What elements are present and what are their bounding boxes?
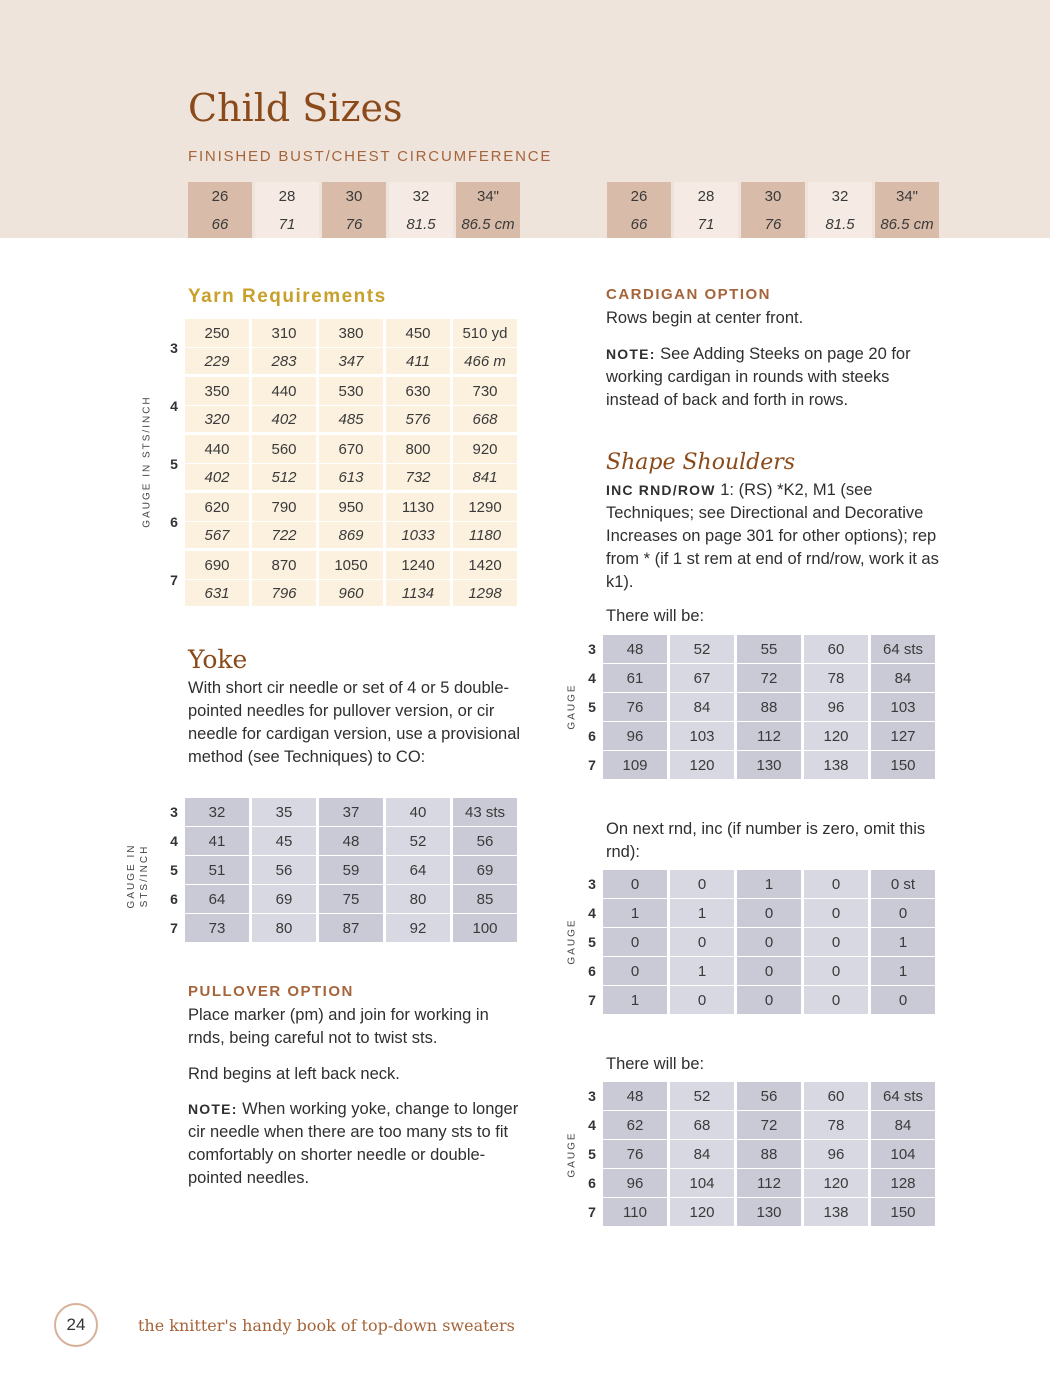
final-stitch-count-table	[581, 1081, 938, 1227]
gauge-label: 6	[170, 891, 178, 907]
pullover-option-heading: PULLOVER OPTION	[188, 983, 354, 1000]
shape-shoulders-heading: Shape Shoulders	[606, 450, 796, 475]
gauge-label: 3	[170, 804, 178, 820]
table-cell: 128	[871, 1169, 935, 1197]
yarn-gauge-axis-label: GAUGE IN STS/INCH	[141, 395, 153, 528]
size-cell: 86.5 cm	[875, 210, 939, 238]
table-cell: 80	[252, 914, 316, 942]
yoke-cast-on-table	[163, 797, 520, 943]
table-cell: 1180	[453, 522, 517, 550]
table-cell: 69	[453, 856, 517, 884]
table-cell: 45	[252, 827, 316, 855]
table-cell: 1	[670, 899, 734, 927]
table-row	[584, 1111, 935, 1139]
pullover-note: NOTE: When working yoke, change to longer cir needle when there are too many sts to fit comfortably on shorter needle or double-pointed needles.	[188, 1100, 519, 1187]
table-cell: 690	[185, 551, 249, 579]
table-cell: 84	[670, 1140, 734, 1168]
gauge-label: 6	[588, 963, 596, 979]
size-cell: 28	[674, 182, 738, 210]
table-cell: 52	[386, 827, 450, 855]
table-cell: 130	[737, 1198, 801, 1226]
table-row	[584, 1140, 935, 1168]
table-cell: 112	[737, 1169, 801, 1197]
table-row	[166, 319, 517, 347]
table-cell: 104	[871, 1140, 935, 1168]
table-row	[584, 693, 935, 721]
size-cell: 66	[607, 210, 671, 238]
table-cell: 100	[453, 914, 517, 942]
table-cell: 96	[804, 693, 868, 721]
table-cell: 51	[185, 856, 249, 884]
table-cell: 60	[804, 1082, 868, 1110]
size-cell: 34"	[875, 182, 939, 210]
table-cell: 48	[603, 1082, 667, 1110]
table-cell: 485	[319, 406, 383, 434]
table-cell: 75	[319, 885, 383, 913]
gauge-label: 5	[588, 699, 596, 715]
table-cell: 668	[453, 406, 517, 434]
table-cell: 0 st	[871, 870, 935, 898]
table-cell: 0	[670, 928, 734, 956]
table-cell: 630	[386, 377, 450, 405]
table-cell: 59	[319, 856, 383, 884]
table-row	[166, 377, 517, 405]
table-cell: 1420	[453, 551, 517, 579]
increase-round-instructions: INC RND/ROW 1: (RS) *K2, M1 (see Techniques; see Directional and Decorative Increases on page 301 for other options); rep from * (if 1 st rem at end of rnd/row, work it as k1).	[606, 481, 939, 591]
table-cell: 466 m	[453, 348, 517, 376]
gauge-label: 4	[588, 670, 596, 686]
table-cell: 450	[386, 319, 450, 347]
table-cell: 78	[804, 664, 868, 692]
gauge-label: 7	[588, 757, 596, 773]
table-cell: 1	[737, 870, 801, 898]
table-cell: 130	[737, 751, 801, 779]
next-round-increase-text: On next rnd, inc (if number is zero, omit this rnd):	[606, 820, 926, 861]
table-cell: 62	[603, 1111, 667, 1139]
table-cell: 1	[871, 928, 935, 956]
gauge-label: 6	[588, 1175, 596, 1191]
table-cell: 380	[319, 319, 383, 347]
size-cell: 76	[741, 210, 805, 238]
table-cell: 841	[453, 464, 517, 492]
pullover-round-start-text: Rnd begins at left back neck.	[188, 1065, 400, 1083]
table-cell: 0	[804, 928, 868, 956]
table-cell: 1240	[386, 551, 450, 579]
table-cell: 530	[319, 377, 383, 405]
table-cell: 0	[804, 986, 868, 1014]
table-row	[166, 464, 517, 492]
table-cell: 43 sts	[453, 798, 517, 826]
table-cell: 722	[252, 522, 316, 550]
table-cell: 88	[737, 1140, 801, 1168]
table-cell: 1033	[386, 522, 450, 550]
table-cell: 92	[386, 914, 450, 942]
table-row	[166, 493, 517, 521]
table-row	[166, 827, 517, 855]
table-cell: 0	[603, 957, 667, 985]
size-row-inches	[607, 182, 939, 210]
table-cell: 560	[252, 435, 316, 463]
page-number: 24	[54, 1303, 98, 1347]
table-cell: 88	[737, 693, 801, 721]
table-cell: 869	[319, 522, 383, 550]
table-cell: 440	[252, 377, 316, 405]
size-cell: 30	[322, 182, 386, 210]
table-cell: 96	[603, 722, 667, 750]
table-cell: 320	[185, 406, 249, 434]
table-cell: 78	[804, 1111, 868, 1139]
table-row	[166, 856, 517, 884]
size-cell: 32	[808, 182, 872, 210]
table-row	[166, 914, 517, 942]
table-cell: 732	[386, 464, 450, 492]
table-row	[584, 986, 935, 1014]
table-cell: 56	[453, 827, 517, 855]
table-cell: 950	[319, 493, 383, 521]
size-cell: 81.5	[389, 210, 453, 238]
next-round-increase-table	[581, 869, 938, 1015]
table-cell: 350	[185, 377, 249, 405]
size-cell: 34"	[456, 182, 520, 210]
table-cell: 1290	[453, 493, 517, 521]
shoulders-stitch-count-table	[581, 634, 938, 780]
table-cell: 402	[252, 406, 316, 434]
size-cell: 81.5	[808, 210, 872, 238]
table-cell: 283	[252, 348, 316, 376]
size-cell: 32	[389, 182, 453, 210]
gauge-label: 5	[588, 1146, 596, 1162]
table-cell: 55	[737, 635, 801, 663]
table-cell: 64 sts	[871, 635, 935, 663]
table-cell: 1	[603, 986, 667, 1014]
table-row	[584, 751, 935, 779]
table-cell: 109	[603, 751, 667, 779]
pullover-join-text: Place marker (pm) and join for working in rnds, being careful not to twist sts.	[188, 1006, 489, 1047]
table-cell: 920	[453, 435, 517, 463]
table-cell: 73	[185, 914, 249, 942]
table-cell: 0	[871, 986, 935, 1014]
table-cell: 76	[603, 1140, 667, 1168]
table-row	[584, 1082, 935, 1110]
table-cell: 84	[670, 693, 734, 721]
table-row	[584, 635, 935, 663]
table-cell: 440	[185, 435, 249, 463]
table-cell: 104	[670, 1169, 734, 1197]
table-cell: 112	[737, 722, 801, 750]
size-row-inches	[188, 182, 520, 210]
table-cell: 103	[670, 722, 734, 750]
gauge-label: 3	[588, 1088, 596, 1104]
table-cell: 150	[871, 751, 935, 779]
size-cell: 26	[607, 182, 671, 210]
table-row	[584, 870, 935, 898]
table-row	[166, 798, 517, 826]
table-cell: 48	[319, 827, 383, 855]
there-will-be-label: There will be:	[606, 1055, 705, 1073]
table-cell: 69	[252, 885, 316, 913]
yoke-gauge-axis-label: GAUGE IN STS/INCH	[126, 843, 150, 909]
shoulders-gauge-axis-label: GAUGE	[566, 918, 578, 965]
table-cell: 960	[319, 580, 383, 608]
gauge-label: 4	[588, 1117, 596, 1133]
size-cell: 28	[255, 182, 319, 210]
yoke-heading: Yoke	[188, 645, 248, 674]
table-cell: 84	[871, 664, 935, 692]
page-title: Child Sizes	[188, 86, 403, 130]
table-cell: 110	[603, 1198, 667, 1226]
table-cell: 613	[319, 464, 383, 492]
gauge-label: 7	[170, 920, 178, 936]
size-cell: 30	[741, 182, 805, 210]
table-cell: 96	[804, 1140, 868, 1168]
table-cell: 0	[603, 928, 667, 956]
table-cell: 52	[670, 1082, 734, 1110]
table-cell: 67	[670, 664, 734, 692]
table-cell: 790	[252, 493, 316, 521]
table-cell: 0	[804, 870, 868, 898]
size-row-cm	[188, 210, 520, 238]
table-cell: 103	[871, 693, 935, 721]
table-cell: 0	[804, 899, 868, 927]
table-row	[584, 928, 935, 956]
table-cell: 0	[737, 928, 801, 956]
shoulders-gauge-axis-label: GAUGE	[566, 683, 578, 730]
table-cell: 229	[185, 348, 249, 376]
gauge-label: 7	[170, 571, 178, 588]
table-cell: 0	[871, 899, 935, 927]
table-cell: 76	[603, 693, 667, 721]
table-cell: 120	[670, 751, 734, 779]
table-cell: 411	[386, 348, 450, 376]
table-cell: 0	[737, 899, 801, 927]
table-row	[584, 1169, 935, 1197]
table-cell: 402	[185, 464, 249, 492]
table-cell: 310	[252, 319, 316, 347]
table-cell: 0	[737, 986, 801, 1014]
table-cell: 347	[319, 348, 383, 376]
gauge-label: 5	[170, 455, 178, 472]
table-cell: 72	[737, 664, 801, 692]
size-cell: 26	[188, 182, 252, 210]
cardigan-option-heading: CARDIGAN OPTION	[606, 286, 771, 303]
table-row	[166, 522, 517, 550]
gauge-label: 6	[170, 513, 178, 530]
table-cell: 80	[386, 885, 450, 913]
table-cell: 620	[185, 493, 249, 521]
size-cell: 71	[255, 210, 319, 238]
cardigan-rows-text: Rows begin at center front.	[606, 309, 804, 327]
gauge-label: 7	[588, 1204, 596, 1220]
table-cell: 48	[603, 635, 667, 663]
table-cell: 510 yd	[453, 319, 517, 347]
there-will-be-label: There will be:	[606, 607, 705, 625]
gauge-label: 4	[170, 833, 178, 849]
table-cell: 567	[185, 522, 249, 550]
gauge-label: 3	[170, 339, 178, 356]
gauge-label: 4	[170, 397, 178, 414]
table-cell: 37	[319, 798, 383, 826]
table-cell: 32	[185, 798, 249, 826]
table-cell: 870	[252, 551, 316, 579]
table-cell: 120	[804, 722, 868, 750]
table-row	[166, 406, 517, 434]
table-cell: 56	[252, 856, 316, 884]
gauge-label: 4	[588, 905, 596, 921]
size-cell: 86.5 cm	[456, 210, 520, 238]
table-cell: 40	[386, 798, 450, 826]
yarn-requirements-table	[163, 318, 520, 609]
table-row	[584, 1198, 935, 1226]
gauge-label: 3	[588, 641, 596, 657]
table-row	[584, 899, 935, 927]
size-cell: 76	[322, 210, 386, 238]
table-cell: 796	[252, 580, 316, 608]
table-cell: 68	[670, 1111, 734, 1139]
table-cell: 64 sts	[871, 1082, 935, 1110]
yoke-instructions: With short cir needle or set of 4 or 5 double-pointed needles for pullover version, or cir needle for cardigan version, use a provisional method (see Techniques) to CO:	[188, 679, 521, 766]
size-header-right	[604, 182, 942, 238]
gauge-label: 3	[588, 876, 596, 892]
table-cell: 120	[670, 1198, 734, 1226]
table-cell: 1130	[386, 493, 450, 521]
table-cell: 87	[319, 914, 383, 942]
table-cell: 56	[737, 1082, 801, 1110]
cardigan-note: NOTE: See Adding Steeks on page 20 for working cardigan in rounds with steeks instead of back and forth in rows.	[606, 345, 911, 409]
table-cell: 0	[603, 870, 667, 898]
table-cell: 150	[871, 1198, 935, 1226]
table-cell: 52	[670, 635, 734, 663]
table-cell: 1	[871, 957, 935, 985]
gauge-label: 6	[588, 728, 596, 744]
table-cell: 138	[804, 751, 868, 779]
yarn-requirements-heading: Yarn Requirements	[188, 286, 387, 307]
table-cell: 670	[319, 435, 383, 463]
table-cell: 1298	[453, 580, 517, 608]
table-cell: 1	[670, 957, 734, 985]
table-cell: 35	[252, 798, 316, 826]
table-cell: 41	[185, 827, 249, 855]
table-cell: 1	[603, 899, 667, 927]
table-cell: 512	[252, 464, 316, 492]
shoulders-gauge-axis-label: GAUGE	[566, 1131, 578, 1178]
table-cell: 1134	[386, 580, 450, 608]
gauge-label: 7	[588, 992, 596, 1008]
table-cell: 0	[670, 870, 734, 898]
table-cell: 730	[453, 377, 517, 405]
table-row	[584, 957, 935, 985]
table-row	[166, 580, 517, 608]
table-cell: 96	[603, 1169, 667, 1197]
table-cell: 250	[185, 319, 249, 347]
table-cell: 64	[185, 885, 249, 913]
table-cell: 72	[737, 1111, 801, 1139]
size-cell: 66	[188, 210, 252, 238]
table-cell: 84	[871, 1111, 935, 1139]
table-row	[166, 551, 517, 579]
table-cell: 800	[386, 435, 450, 463]
table-cell: 61	[603, 664, 667, 692]
section-subtitle: FINISHED BUST/CHEST CIRCUMFERENCE	[188, 148, 553, 165]
table-row	[166, 435, 517, 463]
table-row	[584, 664, 935, 692]
table-row	[166, 348, 517, 376]
table-cell: 60	[804, 635, 868, 663]
table-cell: 576	[386, 406, 450, 434]
size-header-left	[185, 182, 523, 238]
gauge-label: 5	[170, 862, 178, 878]
table-cell: 64	[386, 856, 450, 884]
table-cell: 0	[670, 986, 734, 1014]
table-cell: 631	[185, 580, 249, 608]
table-cell: 120	[804, 1169, 868, 1197]
table-cell: 0	[804, 957, 868, 985]
table-row	[166, 885, 517, 913]
table-cell: 1050	[319, 551, 383, 579]
table-cell: 0	[737, 957, 801, 985]
table-cell: 138	[804, 1198, 868, 1226]
table-cell: 85	[453, 885, 517, 913]
table-row	[584, 722, 935, 750]
table-cell: 127	[871, 722, 935, 750]
size-row-cm	[607, 210, 939, 238]
book-title: the knitter's handy book of top-down sweaters	[138, 1316, 515, 1335]
gauge-label: 5	[588, 934, 596, 950]
size-cell: 71	[674, 210, 738, 238]
